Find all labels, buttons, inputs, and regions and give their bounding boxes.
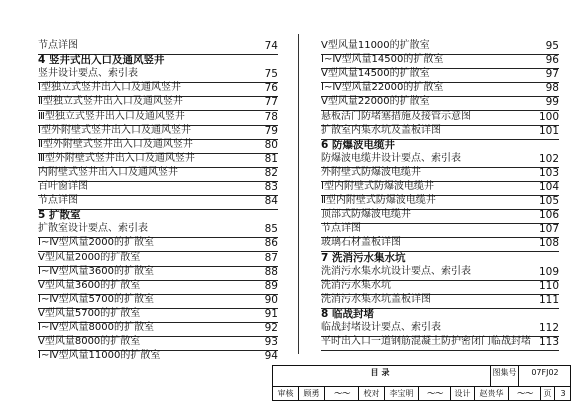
toc-entry-title: 平时出入口一道钢筋混凝土防护密闭门临战封堵	[321, 336, 531, 348]
atlas-number-label: 图集号	[491, 366, 519, 387]
reviewer-name: 顾勇	[299, 387, 325, 400]
toc-entry-title: Ⅱ型内附壁式防爆波电缆井	[321, 195, 436, 207]
toc-entry-page: 87	[264, 251, 278, 264]
toc-entry-title: 内附壁式竖井出入口及通风竖井	[38, 166, 178, 178]
signature-row	[273, 387, 571, 400]
toc-entry-title: 悬板活门防堵塞措施及接管示意图	[321, 110, 471, 122]
toc-entry-title: Ⅴ型风量3600的扩散室	[38, 279, 141, 291]
toc-entry-page: 76	[264, 82, 278, 95]
toc-entry-page: 84	[264, 195, 278, 208]
designer-signature: 〜〜	[509, 387, 541, 400]
toc-entry-page: 112	[538, 322, 559, 334]
toc-entry-page: 96	[545, 54, 559, 67]
toc-entry-title: Ⅰ~Ⅳ型风量5700的扩散室	[38, 293, 155, 305]
toc-entry-title: 百叶窗详图	[38, 181, 88, 192]
toc-entry-page: 85	[264, 223, 278, 236]
checker-signature: 〜〜	[419, 387, 451, 400]
toc-entry-title: Ⅰ~Ⅳ型风量2000的扩散室	[38, 237, 155, 249]
toc-entry-title: 节点详图	[321, 223, 361, 235]
toc-entry-title: Ⅰ~Ⅳ型风量8000的扩散室	[38, 322, 155, 333]
toc-entry-page: 101	[538, 124, 559, 137]
toc-entry-page: 86	[264, 237, 278, 250]
page-label: 页	[541, 387, 555, 400]
toc-entry-title: 防爆波电缆井设计要点、索引表	[321, 152, 461, 164]
page-number: 3	[560, 389, 566, 398]
toc-entry-page: 107	[538, 223, 559, 236]
toc-entry-page: 88	[264, 265, 278, 278]
review-label: 审核	[273, 387, 299, 400]
toc-entry	[38, 348, 278, 364]
toc-entry-page: 91	[264, 307, 278, 320]
toc-entry-title: 扩散室内集水坑及盖板详图	[321, 124, 441, 136]
toc-entry-title: Ⅴ型风量11000的扩散室	[321, 40, 430, 51]
toc-entry-title: 顶部式防爆波电缆井	[321, 209, 411, 221]
atlas-number: 07FJ02	[519, 366, 571, 387]
toc-entry-page: 103	[538, 166, 559, 179]
toc-entry-title: Ⅰ~Ⅳ型风量22000的扩散室	[321, 82, 444, 94]
toc-entry-page: 78	[264, 110, 278, 123]
toc-entry-title: 临战封堵设计要点、索引表	[321, 322, 441, 333]
toc-entry-page: 75	[264, 68, 278, 81]
toc-entry-page: 93	[264, 336, 278, 349]
toc-entry-title: 洗消污水集水坑	[321, 279, 391, 291]
toc-entry-title: Ⅴ型风量8000的扩散室	[38, 336, 141, 348]
toc-entry-page: 110	[538, 279, 559, 292]
toc-entry-title: 玻璃石材盖板详图	[321, 237, 401, 249]
toc-entry-title: 6 防爆波电缆井	[321, 138, 395, 151]
toc-entry-title: Ⅰ~Ⅳ型风量11000的扩散室	[38, 350, 161, 362]
toc-entry-page: 106	[538, 209, 559, 222]
toc-entry-title: Ⅴ型风量14500的扩散室	[321, 68, 430, 80]
toc-entry-page: 109	[538, 265, 559, 278]
toc-entry-page: 102	[538, 152, 559, 165]
toc-entry-title: Ⅰ~Ⅳ型风量14500的扩散室	[321, 54, 444, 66]
toc-entry-page: 105	[538, 195, 559, 208]
toc-entry-title: 洗消污水集水坑盖板详图	[321, 293, 431, 305]
toc-entry-title: Ⅰ型外附壁式竖井出入口及通风竖井	[38, 124, 191, 136]
toc-entry-page: 82	[264, 166, 278, 179]
toc-entry-page: 113	[538, 336, 559, 349]
reviewer-signature: 〜〜	[325, 387, 359, 400]
toc-entry-page: 104	[538, 181, 559, 193]
toc-entry-page: 89	[264, 279, 278, 292]
toc-entry-title: Ⅲ型独立式竖井出入口及通风竖井	[38, 110, 185, 122]
toc-entry-title: 5 扩散室	[38, 209, 81, 222]
toc-entry-title: Ⅲ型外附壁式竖井出入口及通风竖井	[38, 152, 195, 164]
toc-entry-page: 80	[264, 138, 278, 151]
toc-entry-page: 99	[545, 96, 559, 109]
toc-entry-title: Ⅰ型内附壁式防爆波电缆井	[321, 181, 434, 192]
title-block	[272, 365, 571, 401]
toc-entry-title: Ⅰ型独立式竖井出入口及通风竖井	[38, 82, 181, 94]
toc-entry-title: Ⅱ型外附壁式竖井出入口及通风竖井	[38, 138, 193, 150]
toc-entry-page: 108	[538, 237, 559, 250]
toc-entry-page: 100	[538, 110, 559, 123]
toc-entry-page: 90	[264, 293, 278, 306]
toc-entry-page: 94	[264, 350, 278, 363]
toc-entry-page: 111	[538, 293, 559, 306]
design-label: 设计	[451, 387, 475, 400]
toc-entry-page: 74	[264, 40, 278, 52]
toc-entry-title: Ⅴ型风量22000的扩散室	[321, 96, 430, 108]
toc-entry-title: Ⅰ~Ⅳ型风量3600的扩散室	[38, 265, 155, 277]
toc-entry	[321, 334, 559, 351]
toc-entry-title: 节点详图	[38, 40, 78, 51]
toc-entry-page: 95	[545, 40, 559, 52]
column-divider	[298, 34, 299, 354]
toc-entry-title: 竖井设计要点、索引表	[38, 68, 138, 80]
toc-entry-page: 81	[264, 152, 278, 165]
toc-entry-title: 扩散室设计要点、索引表	[38, 223, 148, 235]
toc-entry-page: 97	[545, 68, 559, 81]
toc-entry-title: Ⅴ型风量5700的扩散室	[38, 307, 141, 319]
toc-entry-title: 4 竖井式出入口及通风竖井	[38, 54, 165, 67]
toc-entry-title: 节点详图	[38, 195, 78, 207]
toc-entry-page: 98	[545, 82, 559, 95]
toc-entry-page: 92	[264, 322, 278, 334]
check-label: 校对	[359, 387, 385, 400]
toc-entry-page: 79	[264, 124, 278, 137]
toc-entry-page: 77	[264, 96, 278, 109]
toc-entry-title: Ⅴ型风量2000的扩散室	[38, 251, 141, 263]
designer-name: 赵贵华	[475, 387, 509, 400]
checker-name: 李宝明	[385, 387, 419, 400]
toc-entry-page: 83	[264, 181, 278, 193]
toc-entry-title: 洗消污水集水坑设计要点、索引表	[321, 265, 471, 277]
toc-entry-title: 7 洗消污水集水坑	[321, 251, 406, 264]
toc-entry-title: 8 临战封堵	[321, 307, 374, 320]
toc-entry-title: Ⅱ型独立式竖井出入口及通风竖井	[38, 96, 183, 108]
toc-entry-title: 外附壁式防爆波电缆井	[321, 166, 421, 178]
page-title: 目录	[273, 366, 491, 387]
